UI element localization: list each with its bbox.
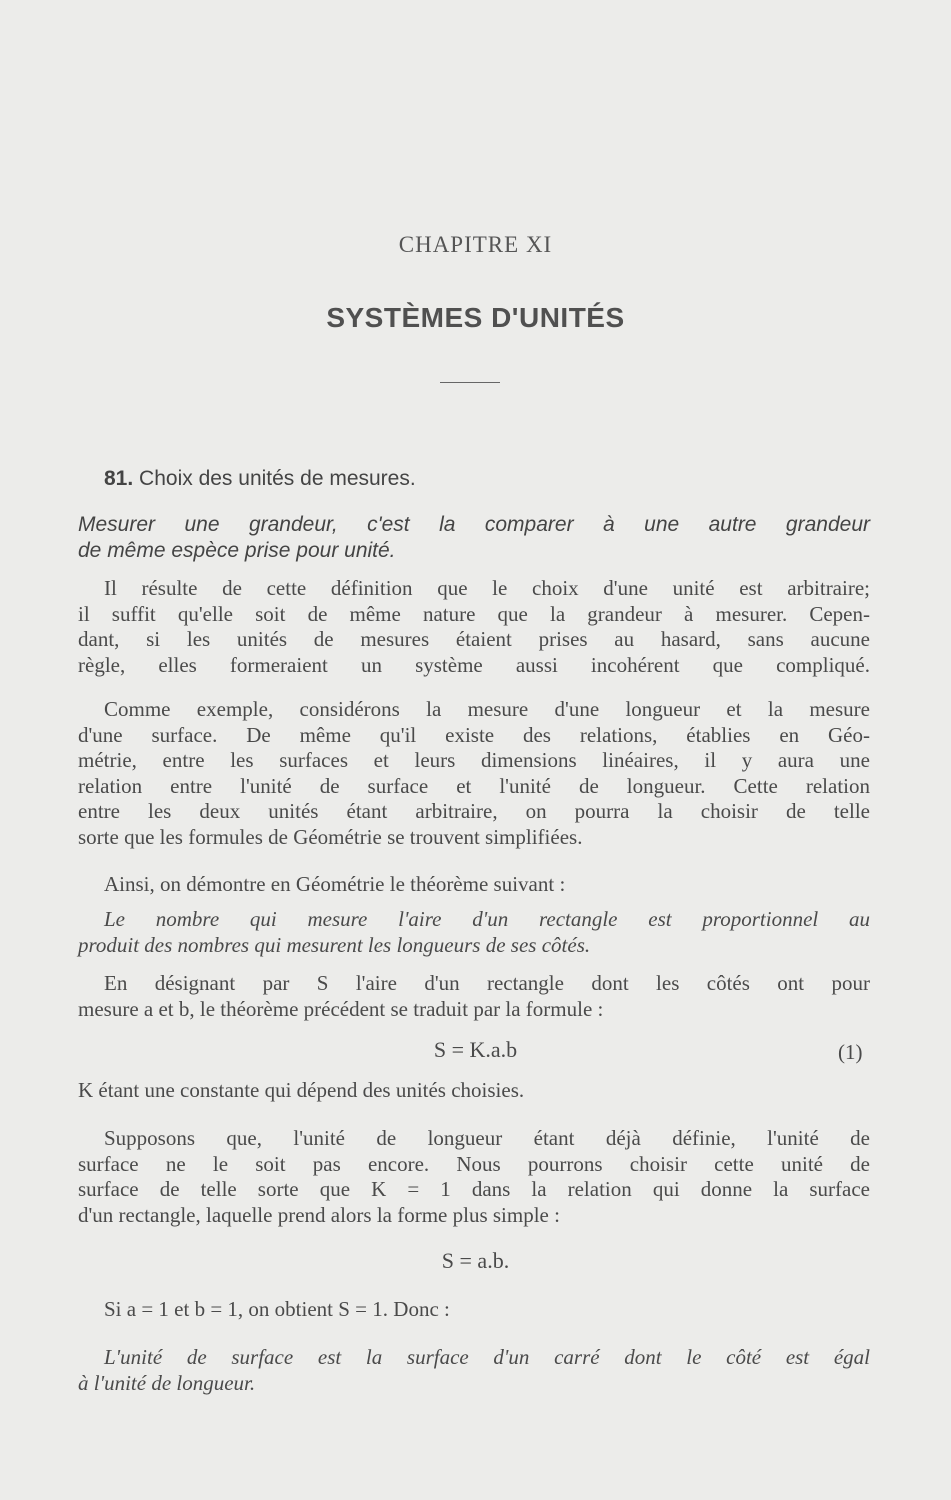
text-line: entre les deux unités étant arbitraire, on pourra la choisir de telle <box>78 799 870 823</box>
text-line: relation entre l'unité de surface et l'unité de longueur. Cette relation <box>78 773 870 798</box>
text-line: Ainsi, on démontre en Géométrie le théorème suivant : <box>104 872 566 896</box>
text-line: Le nombre qui mesure l'aire d'un rectangle est proportionnel au <box>104 907 870 931</box>
chapter-title: SYSTÈMES D'UNITÉS <box>326 302 625 333</box>
text-line: d'un rectangle, laquelle prend alors la forme plus simple : <box>78 1202 560 1227</box>
text-line: il suffit qu'elle soit de même nature que la grandeur à mesurer. Cepen- <box>78 601 870 626</box>
text-line: règle, elles formeraient un système aussi incohérent que compliqué. <box>78 652 870 677</box>
text-line: métrie, entre les surfaces et leurs dimensions linéaires, il y aura une <box>78 748 870 772</box>
section-heading <box>104 467 416 491</box>
paragraph-4 <box>78 971 870 1022</box>
conclusion <box>78 1345 870 1396</box>
formula-2: S = a.b. <box>441 1248 510 1273</box>
text-line: dant, si les unités de mesures étaient prises au hasard, sans aucune <box>78 627 870 651</box>
text-line: Il résulte de cette définition que le choix d'une unité est arbitraire; <box>104 576 870 600</box>
paragraph-6 <box>78 1126 870 1228</box>
chapter-label: CHAPITRE XI <box>398 232 553 257</box>
paragraph-3 <box>78 872 870 898</box>
formula-1: S = K.a.b <box>433 1037 518 1062</box>
text-line: Mesurer une grandeur, c'est la comparer à une autre grandeur <box>78 513 870 536</box>
text-line: à l'unité de longueur. <box>78 1370 256 1395</box>
text-line: d'une surface. De même qu'il existe des relations, établies en Géo- <box>78 722 870 747</box>
text-line: L'unité de surface est la surface d'un carré dont le côté est égal <box>104 1345 870 1369</box>
text-line: Si a = 1 et b = 1, on obtient S = 1. Donc : <box>104 1297 450 1321</box>
paragraph-1 <box>78 576 870 678</box>
text-line: surface de telle sorte que K = 1 dans la relation qui donne la surface <box>78 1177 870 1201</box>
text-line: surface ne le soit pas encore. Nous pourrons choisir cette unité de <box>78 1151 870 1176</box>
paragraph-5 <box>78 1078 870 1104</box>
formula-1-number: (1) <box>838 1040 863 1064</box>
definition-measure <box>78 512 870 563</box>
text-line: de même espèce prise pour unité. <box>78 538 396 562</box>
text-line: mesure a et b, le théorème précédent se traduit par la formule : <box>78 996 604 1021</box>
text-line: En désignant par S l'aire d'un rectangle dont les côtés ont pour <box>104 971 870 995</box>
text-line: Supposons que, l'unité de longueur étant déjà définie, l'unité de <box>104 1126 870 1150</box>
paragraph-2 <box>78 697 870 850</box>
theorem <box>78 907 870 958</box>
text-line: K étant une constante qui dépend des unités choisies. <box>78 1078 525 1102</box>
section-title: Choix des unités de mesures. <box>139 467 416 490</box>
text-line: Comme exemple, considérons la mesure d'une longueur et la mesure <box>104 697 870 721</box>
title-divider <box>440 382 500 383</box>
text-line: produit des nombres qui mesurent les longueurs de ses côtés. <box>78 932 591 957</box>
paragraph-7 <box>78 1297 870 1323</box>
text-line: sorte que les formules de Géométrie se trouvent simplifiées. <box>78 824 583 849</box>
section-number: 81. <box>104 467 134 490</box>
